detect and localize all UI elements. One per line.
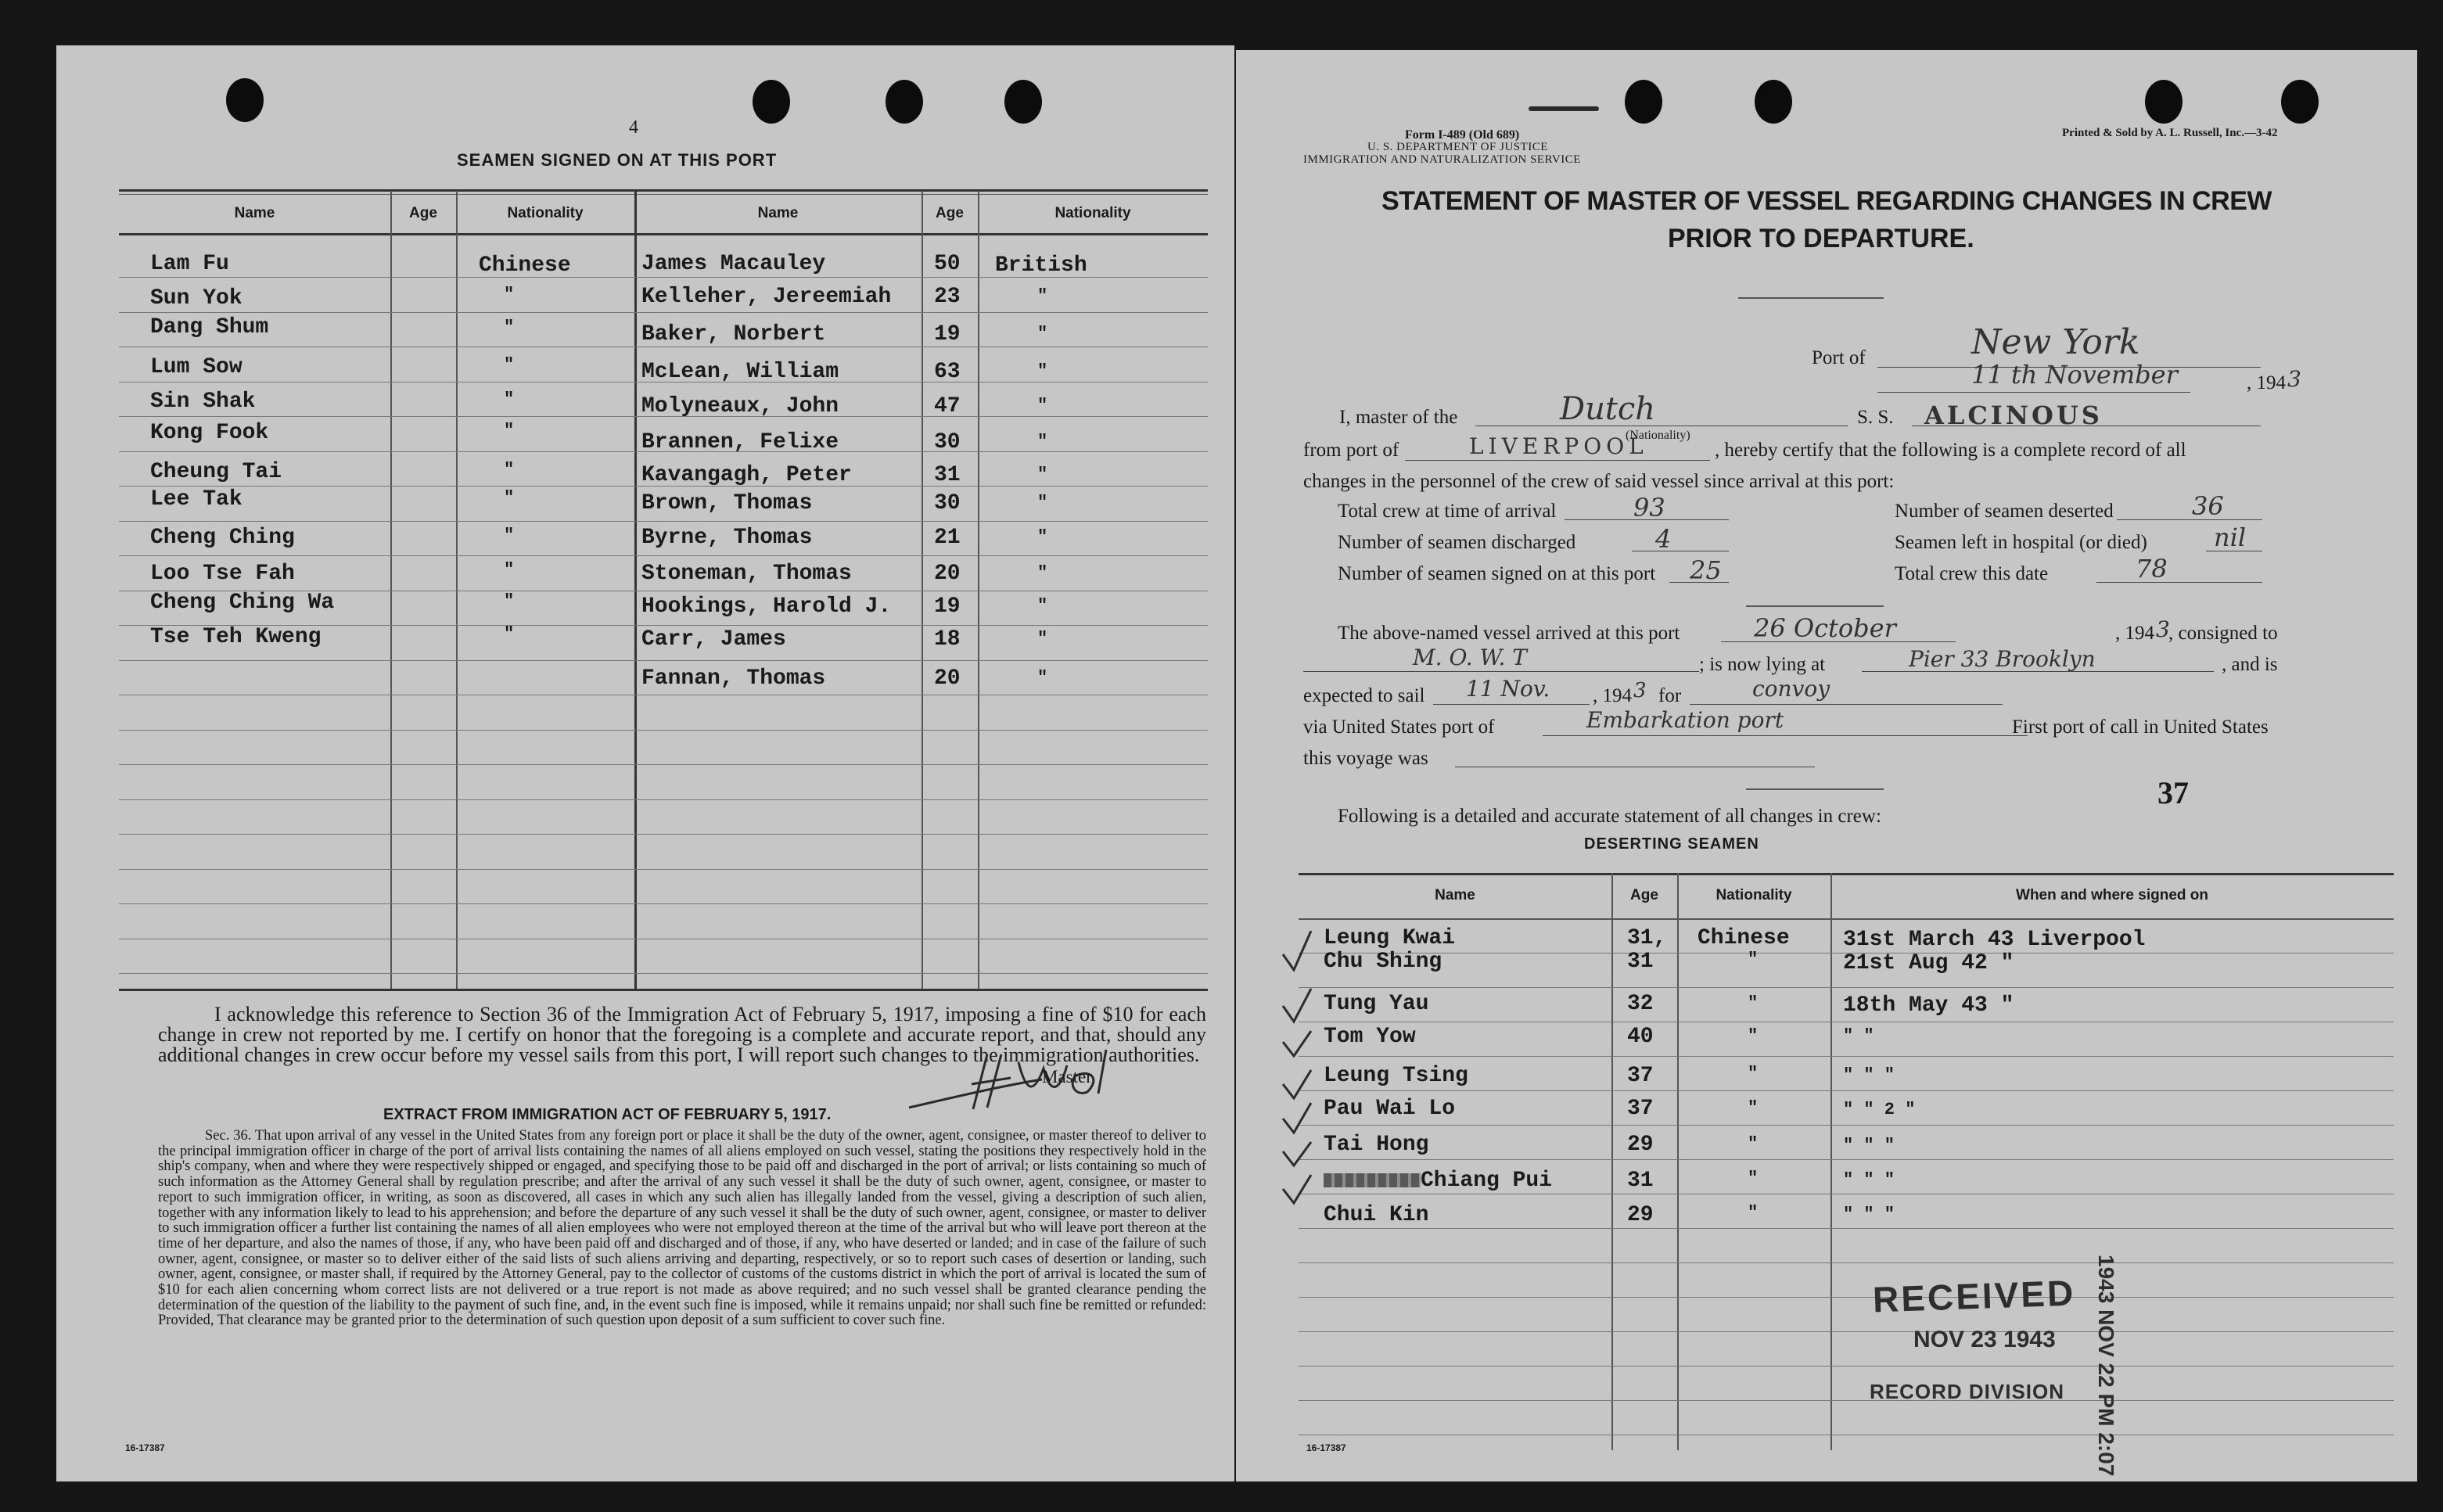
age-cell: 31 bbox=[1627, 1169, 1654, 1193]
table-row: Hookings, Harold J. bbox=[641, 594, 892, 619]
year-suffix: 3 bbox=[2287, 366, 2301, 392]
nationality-cell: Chinese bbox=[1698, 926, 1790, 950]
table-rule-line bbox=[1299, 987, 2394, 988]
signed-on-cell: " " 2 " bbox=[1843, 1100, 1916, 1119]
table-row: Chui Kin bbox=[1324, 1203, 1429, 1227]
table-rule-line bbox=[1299, 1262, 2394, 1263]
nationality-cell: " bbox=[1748, 1064, 1759, 1083]
form-title-line2: PRIOR TO DEPARTURE. bbox=[1668, 224, 1974, 253]
table-rule-line bbox=[1299, 1331, 2394, 1332]
age-cell: 40 bbox=[1627, 1025, 1654, 1049]
table-row: Chiang Pui bbox=[1421, 1169, 1553, 1193]
signed-on-cell: " " " bbox=[1843, 1205, 1895, 1224]
nationality-cell: " bbox=[504, 318, 515, 337]
signed-on-cell: " " " bbox=[1843, 1170, 1895, 1190]
received-stamp-date: NOV 23 1943 bbox=[1913, 1327, 2056, 1352]
table-row: Leung Tsing bbox=[1324, 1064, 1468, 1088]
voyage-label: this voyage was bbox=[1303, 748, 1428, 769]
discharged-label: Number of seamen discharged bbox=[1338, 532, 1576, 553]
check-marks bbox=[1280, 931, 1327, 1275]
age-cell: 30 bbox=[934, 430, 961, 454]
service: IMMIGRATION AND NATURALIZATION SERVICE bbox=[1303, 153, 1581, 166]
page-number: 37 bbox=[2157, 775, 2189, 810]
table-rule-line bbox=[119, 764, 1208, 765]
table-rule-line bbox=[1299, 1228, 2394, 1229]
table-row: Tung Yau bbox=[1324, 992, 1429, 1016]
hospital-label: Seamen left in hospital (or died) bbox=[1895, 532, 2147, 553]
nationality-cell: " bbox=[1748, 1169, 1759, 1188]
from-port-value: LIVERPOOL bbox=[1469, 433, 1648, 459]
nationality-cell: " bbox=[504, 460, 515, 479]
col-header-age: Age bbox=[409, 205, 437, 221]
age-cell: 47 bbox=[934, 394, 961, 418]
deserted-label: Number of seamen deserted bbox=[1895, 501, 2114, 522]
age-cell: 31, bbox=[1627, 926, 1667, 950]
table-row: Dang Shum bbox=[150, 315, 269, 339]
right-page bbox=[1236, 50, 2417, 1481]
col-header-age: Age bbox=[936, 205, 964, 221]
expected-year-suffix: 3 bbox=[1633, 679, 1647, 702]
punch-hole bbox=[753, 80, 790, 124]
nationality-cell: " bbox=[1748, 1098, 1759, 1118]
age-cell: 30 bbox=[934, 491, 961, 515]
staple-mark bbox=[1529, 106, 1599, 111]
received-stamp: RECEIVED bbox=[1872, 1272, 2077, 1320]
table-row: Lee Tak bbox=[150, 487, 243, 512]
table-rule-line bbox=[1299, 1297, 2394, 1298]
nationality-cell: " bbox=[1748, 1203, 1759, 1223]
table-row: Sin Shak bbox=[150, 390, 256, 414]
total-crew-arrival-label: Total crew at time of arrival bbox=[1338, 501, 1557, 522]
signed-on-cell: 21st Aug 42 " bbox=[1843, 951, 2014, 975]
punch-hole bbox=[226, 78, 264, 122]
table-rule-line bbox=[119, 555, 1208, 556]
arrived-label: The above-named vessel arrived at this port bbox=[1338, 623, 1680, 644]
table-row: Kong Fook bbox=[150, 421, 269, 445]
table-row: Leung Kwai bbox=[1324, 926, 1456, 950]
table-rule-line bbox=[119, 521, 1208, 522]
nationality-cell: " bbox=[1037, 596, 1048, 616]
table-row: Lam Fu bbox=[150, 252, 229, 276]
col-header-nationality: Nationality bbox=[507, 205, 584, 221]
port-label: Port of bbox=[1812, 347, 1866, 368]
table-row: Baker, Norbert bbox=[641, 322, 826, 347]
age-cell: 50 bbox=[934, 252, 961, 276]
left-page bbox=[56, 45, 1234, 1481]
col-header-nationality: Nationality bbox=[1054, 205, 1131, 221]
table-row: Kelleher, Jereemiah bbox=[641, 285, 892, 309]
nationality-cell: " bbox=[1037, 493, 1048, 512]
for-label: for bbox=[1658, 685, 1682, 706]
nationality-cell: " bbox=[1037, 563, 1048, 583]
nationality-cell: " bbox=[1037, 629, 1048, 648]
nationality-cell: " bbox=[504, 526, 515, 545]
first-call-label: First port of call in United States bbox=[2012, 716, 2269, 738]
table-row: Stoneman, Thomas bbox=[641, 562, 852, 586]
form-number: Form I-489 (Old 689) bbox=[1405, 128, 1520, 142]
table-row: Brown, Thomas bbox=[641, 491, 813, 515]
punch-hole bbox=[1755, 80, 1792, 124]
nationality-cell: " bbox=[1748, 1134, 1759, 1154]
table-rule-line bbox=[1299, 1159, 2394, 1160]
nationality-cell: " bbox=[1037, 361, 1048, 381]
table-rule-line bbox=[119, 799, 1208, 800]
nationality-value: Dutch bbox=[1560, 391, 1656, 427]
nationality-cell: " bbox=[1037, 465, 1048, 484]
table-row: Tai Hong bbox=[1324, 1133, 1429, 1157]
total-date-value: 78 bbox=[2136, 554, 2168, 584]
nationality-cell: " bbox=[1037, 396, 1048, 415]
table-row: Brannen, Felixe bbox=[641, 430, 839, 454]
nationality-cell: " bbox=[504, 285, 515, 304]
nationality-cell: " bbox=[1037, 286, 1048, 306]
nationality-cell: " bbox=[1037, 668, 1048, 688]
age-cell: 23 bbox=[934, 285, 961, 309]
nationality-cell: " bbox=[504, 390, 515, 409]
table-row: Fannan, Thomas bbox=[641, 666, 826, 691]
footer-code: 16-17387 bbox=[125, 1442, 165, 1453]
signed-on-label: Number of seamen signed on at this port bbox=[1338, 563, 1656, 584]
col-header-when-where: When and where signed on bbox=[2016, 887, 2208, 903]
acknowledgment-text: I acknowledge this reference to Section 36 of the Immigration Act of February 5, 1917, imposing a fine of $10 for each change in crew not reported by me. I certify on honor that the foregoing is a complete and accurate report, and that, should any additional changes in crew occur before my vessel sails from this port, I will report such changes to the immigration authorities. bbox=[158, 1003, 1206, 1066]
punch-hole bbox=[1004, 80, 1042, 124]
department: U. S. DEPARTMENT OF JUSTICE bbox=[1367, 141, 1548, 153]
section-title: SEAMEN SIGNED ON AT THIS PORT bbox=[457, 150, 778, 170]
age-cell: 31 bbox=[934, 463, 961, 487]
age-cell: 29 bbox=[1627, 1133, 1654, 1157]
signed-on-cell: " " " bbox=[1843, 1136, 1895, 1155]
table-rule-line bbox=[119, 312, 1208, 313]
port-value: New York bbox=[1971, 322, 2140, 362]
col-header-nationality: Nationality bbox=[1715, 887, 1792, 903]
nationality-cell: " bbox=[504, 488, 515, 508]
ship-name: ALCINOUS bbox=[1924, 400, 2103, 430]
printer-line: Printed & Sold by A. L. Russell, Inc.—3-42 bbox=[2062, 127, 2278, 139]
footer-code: 16-17387 bbox=[1306, 1442, 1346, 1453]
certify-text: , hereby certify that the following is a complete record of all bbox=[1715, 440, 2186, 461]
age-cell: 19 bbox=[934, 322, 961, 347]
via-label: via United States port of bbox=[1303, 716, 1495, 738]
nationality-cell: " bbox=[504, 591, 515, 611]
nationality-cell: " bbox=[504, 560, 515, 580]
age-cell: 63 bbox=[934, 360, 961, 384]
nationality-cell: " bbox=[1037, 432, 1048, 451]
expected-value: 11 Nov. bbox=[1466, 676, 1550, 702]
age-cell: 19 bbox=[934, 594, 961, 619]
received-stamp-division: RECORD DIVISION bbox=[1870, 1380, 2065, 1403]
col-header-name: Name bbox=[757, 205, 799, 221]
punch-hole bbox=[2145, 80, 2183, 124]
lying-label: ; is now lying at bbox=[1699, 654, 1826, 675]
table-row: Tom Yow bbox=[1324, 1025, 1416, 1049]
nationality-cell: " bbox=[1748, 950, 1759, 969]
age-cell: 29 bbox=[1627, 1203, 1654, 1227]
table-rule-line bbox=[119, 834, 1208, 835]
table-row: Molyneaux, John bbox=[641, 394, 839, 418]
nationality-cell: British bbox=[995, 253, 1087, 278]
time-stamp-vertical: 1943 NOV 22 PM 2:07 bbox=[2094, 1255, 2118, 1477]
table-row: Cheung Tai bbox=[150, 460, 282, 484]
extract-text: Sec. 36. That upon arrival of any vessel in the United States from any foreign port or place it shall be the duty of the owner, agent, consignee, or master thereof to deliver to the principal immigration officer in charge of the port of arrival lists containing the names of all aliens employed on such vessel, stating the positions they respectively hold in the ship's company, when and where they were respectively shipped or engaged, and specifying those to be paid off and discharged in the port of arrival; or lists containing so much of such information as the Attorney General shall by regulation prescribe; and after the arrival of any such vessel it shall be the duty of such owner, agent, consignee, or master to report to such immigration officer, in writing, as soon as discovered, all cases in which any such alien has illegally landed from the vessel, giving a description of such alien, together with any information likely to lead to his apprehension; and before the departure of any such vessel it shall be the duty of such owner, agent, consignee, or master to deliver to such immigration officer a further list containing the names of all alien employees who were not employed thereon at the time of the arrival but who will leave port thereon at the time of her departure, and also the names of those, if any, who have been paid off and discharged and of those, if any, who have deserted or landed; and in case of the failure of such owner, agent, consignee, or master so to deliver either of the said lists of such aliens arriving and departing, respectively, or so to report such cases of desertion or landing, such owner, agent, consignee, or master shall, if required by the Attorney General, pay to the collector of customs of the customs district in which the port of arrival is located the sum of $10 for each alien concerning whom correct lists are not delivered or a true report is not made as above required; and no such vessel shall be granted clearance pending the determination of the question of the liability to the payment of such fine, and, in the event such fine is imposed, while it remains unpaid; nor shall such fine be remitted or refunded: Provided, That clearance may be granted prior to the determination of such question upon deposit of a sum sufficient to cover such fine. bbox=[158, 1128, 1206, 1329]
nationality-cell: " bbox=[504, 355, 515, 375]
strikethrough-mark bbox=[1324, 1173, 1421, 1187]
deserted-value: 36 bbox=[2192, 491, 2224, 521]
nationality-cell: " bbox=[504, 624, 515, 644]
age-cell: 37 bbox=[1627, 1097, 1654, 1121]
nationality-cell: " bbox=[1037, 527, 1048, 547]
table-rule-line bbox=[1299, 1056, 2394, 1057]
discharged-value: 4 bbox=[1655, 524, 1672, 554]
signed-on-cell: 18th May 43 " bbox=[1843, 993, 2014, 1018]
punch-hole bbox=[1625, 80, 1662, 124]
age-cell: 31 bbox=[1627, 950, 1654, 974]
nationality-cell: " bbox=[1748, 993, 1759, 1013]
col-header-age: Age bbox=[1630, 887, 1658, 903]
table-row: McLean, William bbox=[641, 360, 839, 384]
nationality-cell: " bbox=[504, 421, 515, 440]
following-text: Following is a detailed and accurate statement of all changes in crew: bbox=[1338, 806, 1881, 827]
consigned-label: , consigned to bbox=[2168, 623, 2278, 644]
table-rule-line bbox=[1299, 1125, 2394, 1126]
form-title-line1: STATEMENT OF MASTER OF VESSEL REGARDING CHANGES IN CREW bbox=[1381, 186, 2272, 216]
certify-text2: changes in the personnel of the crew of said vessel since arrival at this port: bbox=[1303, 471, 1895, 492]
age-cell: 18 bbox=[934, 627, 961, 652]
for-value: convoy bbox=[1752, 676, 1830, 702]
table-row: Cheng Ching bbox=[150, 526, 295, 550]
age-cell: 20 bbox=[934, 562, 961, 586]
table-row: Tse Teh Kweng bbox=[150, 625, 322, 649]
table-rule-line bbox=[119, 973, 1208, 974]
nationality-cell: " bbox=[1748, 1026, 1759, 1046]
table-row: Pau Wai Lo bbox=[1324, 1097, 1456, 1121]
punch-hole bbox=[886, 80, 923, 124]
deserting-title: DESERTING SEAMEN bbox=[1584, 835, 1759, 853]
table-rule-line bbox=[119, 869, 1208, 870]
col-header-name: Name bbox=[1435, 887, 1475, 903]
punch-hole bbox=[2281, 80, 2319, 124]
table-rule-line bbox=[1299, 1366, 2394, 1367]
from-port-label: from port of bbox=[1303, 440, 1399, 461]
table-row: Carr, James bbox=[641, 627, 786, 652]
age-cell: 37 bbox=[1627, 1064, 1654, 1088]
table-row: James Macauley bbox=[641, 252, 826, 276]
signed-on-cell: " " bbox=[1843, 1026, 1874, 1046]
consigned-value: M. O. W. T bbox=[1413, 645, 1527, 670]
table-row: Byrne, Thomas bbox=[641, 526, 813, 550]
table-row: Loo Tse Fah bbox=[150, 562, 295, 586]
table-row: Cheng Ching Wa bbox=[150, 591, 335, 615]
nationality-cell: " bbox=[1037, 324, 1048, 343]
table-rule-line bbox=[1299, 1400, 2394, 1401]
table-row: Lum Sow bbox=[150, 355, 243, 379]
table-row: Kavangagh, Peter bbox=[641, 463, 852, 487]
age-cell: 20 bbox=[934, 666, 961, 691]
master-signature bbox=[901, 1031, 1167, 1125]
nationality-cell: Chinese bbox=[479, 253, 571, 278]
lying-end: , and is bbox=[2222, 654, 2278, 675]
age-cell: 32 bbox=[1627, 992, 1654, 1016]
via-value: Embarkation port bbox=[1586, 707, 1784, 733]
master-caption: Master bbox=[1042, 1067, 1092, 1086]
arrived-year-suffix: 3 bbox=[2156, 616, 2170, 642]
table-rule-line bbox=[119, 730, 1208, 731]
lying-value: Pier 33 Brooklyn bbox=[1909, 646, 2096, 672]
signed-on-value: 25 bbox=[1690, 555, 1722, 585]
age-cell: 21 bbox=[934, 526, 961, 550]
hospital-value: nil bbox=[2214, 523, 2247, 552]
table-row: Sun Yok bbox=[150, 286, 243, 311]
table-rule-line bbox=[119, 660, 1208, 661]
master-label: I, master of the bbox=[1339, 407, 1458, 428]
table-row: Chu Shing bbox=[1324, 950, 1442, 974]
arrived-value: 26 October bbox=[1754, 613, 1896, 643]
ss-label: S. S. bbox=[1857, 407, 1894, 428]
year-prefix: , 194 bbox=[2247, 372, 2286, 393]
table-rule-line bbox=[119, 903, 1208, 904]
signed-on-cell: 31st March 43 Liverpool bbox=[1843, 928, 2146, 952]
total-date-label: Total crew this date bbox=[1895, 563, 2049, 584]
page-number: 4 bbox=[629, 117, 638, 138]
arrived-year: , 194 bbox=[2115, 623, 2154, 644]
nationality-caption: (Nationality) bbox=[1626, 429, 1690, 442]
expected-label: expected to sail bbox=[1303, 685, 1425, 706]
date-value: 11 th November bbox=[1971, 360, 2178, 390]
col-header-name: Name bbox=[234, 205, 275, 221]
signed-on-cell: " " " bbox=[1843, 1065, 1895, 1085]
expected-year: , 194 bbox=[1593, 685, 1632, 706]
table-rule-line bbox=[1299, 1090, 2394, 1091]
total-crew-arrival-value: 93 bbox=[1633, 493, 1665, 523]
extract-title: EXTRACT FROM IMMIGRATION ACT OF FEBRUARY 5, 1917. bbox=[383, 1106, 832, 1123]
